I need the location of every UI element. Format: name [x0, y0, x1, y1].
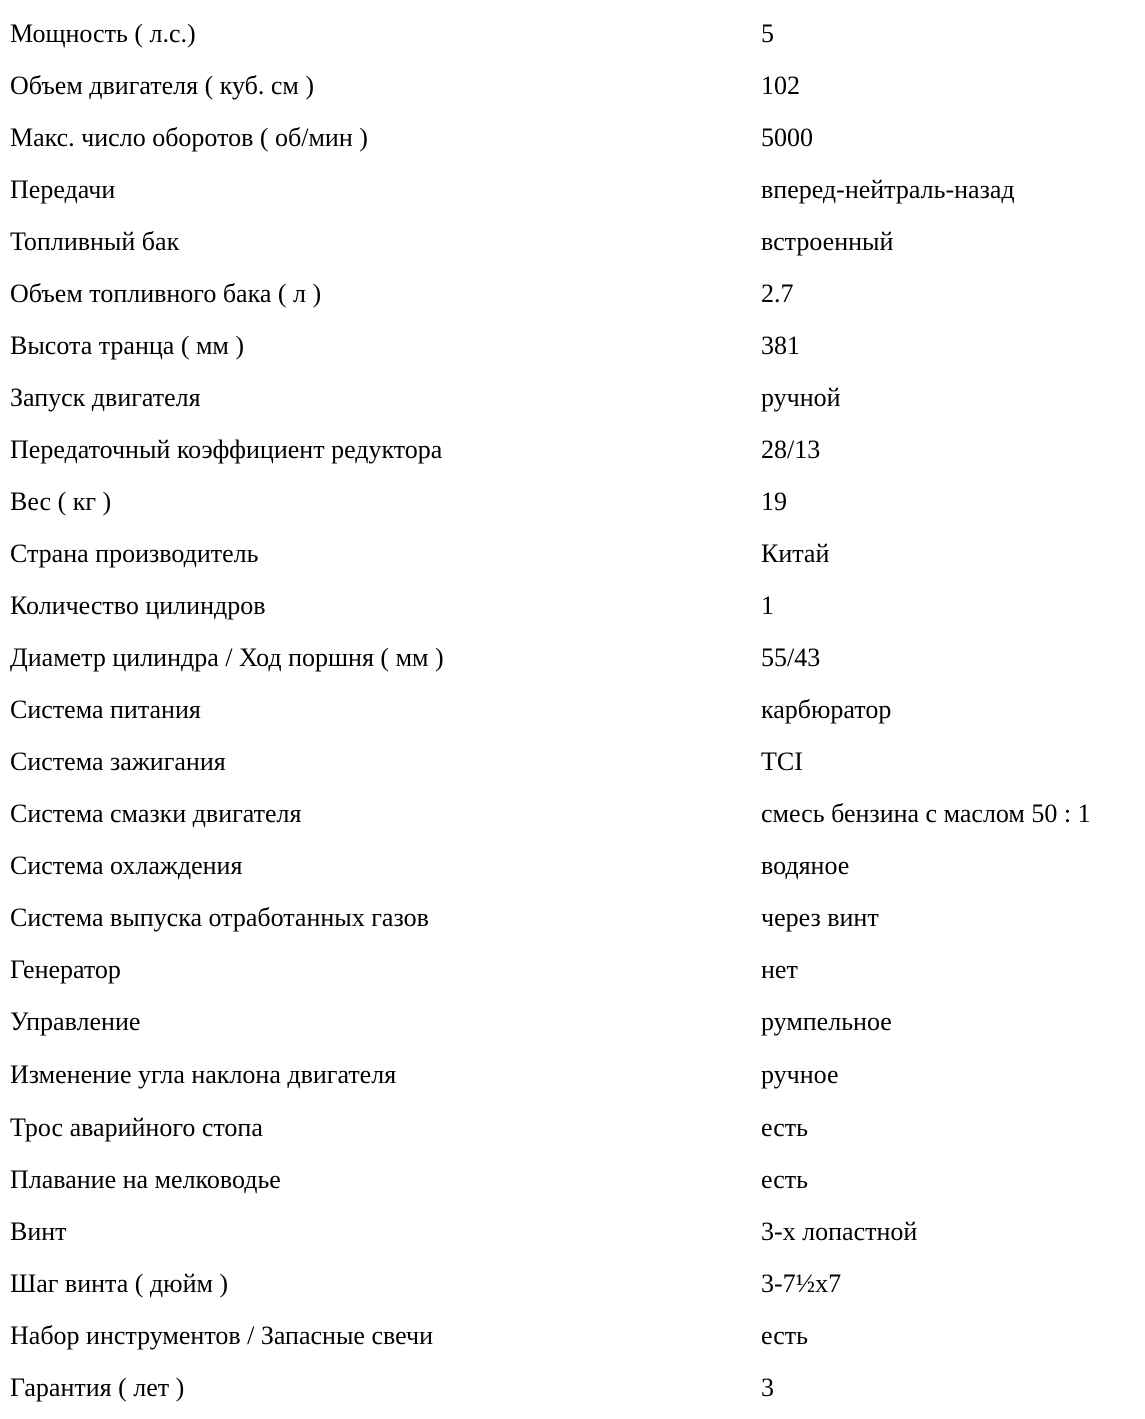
spec-label: Макс. число оборотов ( об/мин )	[10, 123, 368, 152]
spec-row	[0, 268, 1145, 320]
spec-label: Объем двигателя ( куб. см )	[10, 71, 315, 100]
spec-value: есть	[761, 1165, 808, 1194]
spec-row	[0, 840, 1145, 892]
spec-value: 5	[761, 19, 774, 48]
spec-label: Система смазки двигателя	[10, 799, 302, 828]
spec-value: 102	[761, 71, 800, 100]
spec-value: 3	[761, 1373, 774, 1402]
spec-value: 28/13	[761, 435, 821, 464]
spec-row	[0, 1362, 1145, 1414]
spec-value: вперед-нейтраль-назад	[761, 175, 1015, 204]
spec-row	[0, 1154, 1145, 1206]
spec-row	[0, 164, 1145, 216]
spec-value: 55/43	[761, 643, 821, 672]
spec-label: Генератор	[10, 955, 121, 984]
spec-value: 1	[761, 591, 774, 620]
spec-label: Система выпуска отработанных газов	[10, 903, 429, 932]
spec-label: Топливный бак	[10, 227, 180, 256]
spec-label: Запуск двигателя	[10, 383, 201, 412]
spec-label: Количество цилиндров	[10, 591, 266, 620]
spec-row	[0, 1102, 1145, 1154]
spec-value: 3-х лопастной	[761, 1217, 918, 1246]
spec-row	[0, 892, 1145, 944]
spec-row	[0, 476, 1145, 528]
spec-label: Диаметр цилиндра / Ход поршня ( мм )	[10, 643, 444, 672]
spec-row	[0, 684, 1145, 736]
spec-row	[0, 736, 1145, 788]
spec-value: карбюратор	[761, 695, 892, 724]
spec-label: Передачи	[10, 175, 116, 204]
spec-label: Страна производитель	[10, 539, 259, 568]
spec-value: 2.7	[761, 279, 794, 308]
spec-row	[0, 372, 1145, 424]
spec-row	[0, 528, 1145, 580]
spec-value: 381	[761, 331, 800, 360]
spec-row	[0, 788, 1145, 840]
spec-value: 3-7½x7	[761, 1269, 842, 1298]
spec-value: водяное	[761, 851, 850, 880]
spec-table	[0, 8, 1145, 1414]
spec-row	[0, 580, 1145, 632]
spec-label: Набор инструментов / Запасные свечи	[10, 1321, 434, 1350]
spec-label: Шаг винта ( дюйм )	[10, 1269, 229, 1298]
spec-label: Передаточный коэффициент редуктора	[10, 435, 443, 464]
spec-label: Изменение угла наклона двигателя	[10, 1060, 397, 1089]
spec-label: Система питания	[10, 695, 201, 724]
spec-value: Китай	[761, 539, 830, 568]
spec-row	[0, 216, 1145, 268]
spec-value: TCI	[761, 747, 803, 776]
spec-value: есть	[761, 1113, 808, 1142]
spec-label: Высота транца ( мм )	[10, 331, 245, 360]
spec-row	[0, 60, 1145, 112]
spec-value: 19	[761, 487, 787, 516]
spec-value: 5000	[761, 123, 813, 152]
spec-label: Система зажигания	[10, 747, 226, 776]
spec-row	[0, 632, 1145, 684]
spec-row	[0, 320, 1145, 372]
spec-row	[0, 996, 1145, 1048]
spec-value: румпельное	[761, 1007, 892, 1036]
spec-row	[0, 424, 1145, 476]
spec-label: Трос аварийного стопа	[10, 1113, 263, 1142]
spec-row	[0, 1310, 1145, 1362]
spec-label: Мощность ( л.с.)	[10, 19, 196, 48]
spec-row	[0, 8, 1145, 60]
spec-value: есть	[761, 1321, 808, 1350]
spec-label: Система охлаждения	[10, 851, 243, 880]
spec-label: Вес ( кг )	[10, 487, 112, 516]
spec-value: смесь бензина с маслом 50 : 1	[761, 799, 1091, 828]
spec-label: Винт	[10, 1217, 67, 1246]
spec-row	[0, 1048, 1145, 1102]
spec-row	[0, 944, 1145, 996]
spec-row	[0, 1258, 1145, 1310]
spec-label: Объем топливного бака ( л )	[10, 279, 322, 308]
spec-value: через винт	[761, 903, 879, 932]
spec-value: нет	[761, 955, 798, 984]
spec-label: Гарантия ( лет )	[10, 1373, 185, 1402]
spec-label: Плавание на мелководье	[10, 1165, 281, 1194]
spec-value: ручное	[761, 1060, 839, 1089]
spec-value: ручной	[761, 383, 841, 412]
spec-label: Управление	[10, 1007, 141, 1036]
spec-row	[0, 1206, 1145, 1258]
spec-row	[0, 112, 1145, 164]
spec-value: встроенный	[761, 227, 894, 256]
